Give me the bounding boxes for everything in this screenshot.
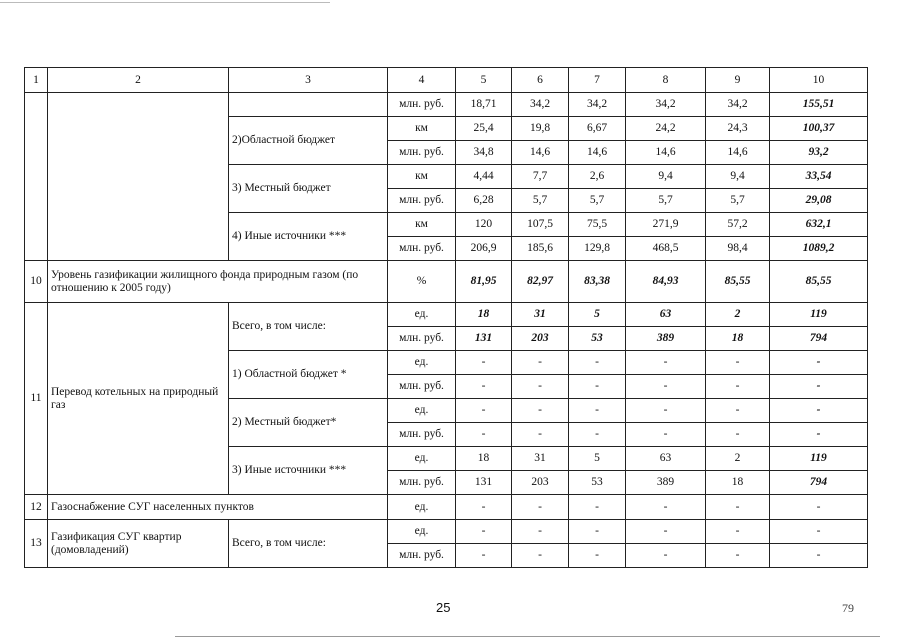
value-cell: 34,2: [626, 93, 706, 117]
number-cell: [25, 93, 48, 261]
value-cell: 63: [626, 447, 706, 471]
value-cell: 14,6: [569, 141, 626, 165]
value-cell: 31: [512, 447, 569, 471]
value-cell: 34,2: [569, 93, 626, 117]
value-cell: -: [706, 423, 770, 447]
value-cell: 25,4: [456, 117, 512, 141]
value-cell: 18: [706, 327, 770, 351]
value-cell: -: [569, 544, 626, 568]
header-cell: 3: [229, 68, 388, 93]
value-cell: 18: [706, 471, 770, 495]
value-cell: -: [706, 399, 770, 423]
unit-cell: млн. руб.: [388, 375, 456, 399]
value-cell: 81,95: [456, 261, 512, 303]
total-cell: -: [770, 351, 868, 375]
header-cell: 10: [770, 68, 868, 93]
total-cell: -: [770, 495, 868, 520]
value-cell: 9,4: [706, 165, 770, 189]
value-cell: 98,4: [706, 237, 770, 261]
header-cell: 4: [388, 68, 456, 93]
subcategory-cell: 4) Иные источники ***: [229, 213, 388, 261]
value-cell: 5: [569, 303, 626, 327]
unit-cell: км: [388, 165, 456, 189]
value-cell: -: [456, 544, 512, 568]
subcategory-cell: 3) Местный бюджет: [229, 165, 388, 213]
value-cell: 75,5: [569, 213, 626, 237]
value-cell: -: [456, 520, 512, 544]
header-cell: 5: [456, 68, 512, 93]
unit-cell: млн. руб.: [388, 93, 456, 117]
unit-cell: млн. руб.: [388, 423, 456, 447]
subcategory-cell: 2) Местный бюджет*: [229, 399, 388, 447]
total-cell: 155,51: [770, 93, 868, 117]
table-row: [25, 303, 868, 327]
value-cell: 131: [456, 327, 512, 351]
value-cell: 18,71: [456, 93, 512, 117]
value-cell: -: [512, 520, 569, 544]
value-cell: 83,38: [569, 261, 626, 303]
value-cell: 2,6: [569, 165, 626, 189]
value-cell: 34,8: [456, 141, 512, 165]
total-cell: 29,08: [770, 189, 868, 213]
value-cell: -: [456, 495, 512, 520]
total-cell: 93,2: [770, 141, 868, 165]
value-cell: 24,3: [706, 117, 770, 141]
number-cell: 10: [25, 261, 48, 303]
value-cell: -: [626, 520, 706, 544]
value-cell: 4,44: [456, 165, 512, 189]
value-cell: 6,28: [456, 189, 512, 213]
value-cell: 7,7: [512, 165, 569, 189]
header-cell: 6: [512, 68, 569, 93]
value-cell: -: [456, 399, 512, 423]
value-cell: 6,67: [569, 117, 626, 141]
value-cell: -: [512, 375, 569, 399]
unit-cell: ед.: [388, 399, 456, 423]
value-cell: 18: [456, 303, 512, 327]
total-cell: 632,1: [770, 213, 868, 237]
value-cell: 34,2: [706, 93, 770, 117]
value-cell: -: [706, 544, 770, 568]
value-cell: 14,6: [706, 141, 770, 165]
header-row: [25, 68, 868, 93]
value-cell: -: [626, 423, 706, 447]
value-cell: -: [569, 399, 626, 423]
value-cell: 14,6: [512, 141, 569, 165]
subcategory-cell: 1) Областной бюджет *: [229, 351, 388, 399]
unit-cell: млн. руб.: [388, 237, 456, 261]
unit-cell: ед.: [388, 303, 456, 327]
value-cell: 53: [569, 471, 626, 495]
value-cell: 389: [626, 327, 706, 351]
description-cell: Газификация СУГ квартир (домовладений): [48, 520, 229, 568]
table-row: [25, 520, 868, 544]
value-cell: -: [569, 351, 626, 375]
corner-page-number: 79: [842, 601, 854, 615]
value-cell: -: [569, 495, 626, 520]
scan-edge-top: [0, 2, 330, 3]
value-cell: 18: [456, 447, 512, 471]
value-cell: 53: [569, 327, 626, 351]
unit-cell: млн. руб.: [388, 327, 456, 351]
value-cell: -: [456, 375, 512, 399]
unit-cell: км: [388, 117, 456, 141]
value-cell: 57,2: [706, 213, 770, 237]
number-cell: 11: [25, 303, 48, 495]
value-cell: 389: [626, 471, 706, 495]
value-cell: -: [626, 351, 706, 375]
value-cell: -: [706, 351, 770, 375]
unit-cell: км: [388, 213, 456, 237]
value-cell: -: [512, 495, 569, 520]
value-cell: 24,2: [626, 117, 706, 141]
value-cell: -: [706, 520, 770, 544]
unit-cell: ед.: [388, 495, 456, 520]
value-cell: -: [569, 520, 626, 544]
value-cell: 5,7: [706, 189, 770, 213]
value-cell: 9,4: [626, 165, 706, 189]
value-cell: -: [512, 423, 569, 447]
value-cell: 84,93: [626, 261, 706, 303]
header-cell: 7: [569, 68, 626, 93]
subcategory-cell: Всего, в том числе:: [229, 303, 388, 351]
value-cell: 5,7: [626, 189, 706, 213]
header-cell: 9: [706, 68, 770, 93]
value-cell: 131: [456, 471, 512, 495]
value-cell: -: [706, 375, 770, 399]
total-cell: 794: [770, 471, 868, 495]
value-cell: 34,2: [512, 93, 569, 117]
value-cell: -: [456, 351, 512, 375]
total-cell: 1089,2: [770, 237, 868, 261]
total-cell: 100,37: [770, 117, 868, 141]
total-cell: 119: [770, 447, 868, 471]
value-cell: 31: [512, 303, 569, 327]
value-cell: 120: [456, 213, 512, 237]
value-cell: -: [626, 399, 706, 423]
value-cell: 63: [626, 303, 706, 327]
total-cell: -: [770, 423, 868, 447]
value-cell: -: [456, 423, 512, 447]
unit-cell: ед.: [388, 351, 456, 375]
table-row: [25, 93, 868, 117]
unit-cell: ед.: [388, 447, 456, 471]
value-cell: 468,5: [626, 237, 706, 261]
value-cell: 203: [512, 471, 569, 495]
budget-table: [24, 67, 868, 568]
value-cell: -: [569, 375, 626, 399]
description-cell: Перевод котельных на природный газ: [48, 303, 229, 495]
value-cell: 185,6: [512, 237, 569, 261]
number-cell: 13: [25, 520, 48, 568]
total-cell: -: [770, 399, 868, 423]
value-cell: 19,8: [512, 117, 569, 141]
value-cell: -: [512, 544, 569, 568]
value-cell: 5,7: [512, 189, 569, 213]
total-cell: 85,55: [770, 261, 868, 303]
header-cell: 1: [25, 68, 48, 93]
unit-cell: ед.: [388, 520, 456, 544]
value-cell: 107,5: [512, 213, 569, 237]
value-cell: 14,6: [626, 141, 706, 165]
value-cell: 206,9: [456, 237, 512, 261]
value-cell: 129,8: [569, 237, 626, 261]
value-cell: 2: [706, 447, 770, 471]
unit-cell: млн. руб.: [388, 189, 456, 213]
total-cell: -: [770, 375, 868, 399]
description-cell: Уровень газификации жилищного фонда природным газом (по отношению к 2005 году): [48, 261, 388, 303]
number-cell: 12: [25, 495, 48, 520]
scan-edge-bottom: [175, 636, 880, 637]
description-cell: Газоснабжение СУГ населенных пунктов: [48, 495, 388, 520]
value-cell: -: [706, 495, 770, 520]
total-cell: -: [770, 520, 868, 544]
value-cell: -: [626, 544, 706, 568]
value-cell: 5: [569, 447, 626, 471]
table-row: [25, 495, 868, 520]
value-cell: -: [626, 375, 706, 399]
page-number: 25: [436, 600, 451, 615]
value-cell: 2: [706, 303, 770, 327]
table-row: [25, 261, 868, 303]
total-cell: -: [770, 544, 868, 568]
unit-cell: млн. руб.: [388, 471, 456, 495]
subcategory-cell: [229, 93, 388, 117]
value-cell: 203: [512, 327, 569, 351]
total-cell: 33,54: [770, 165, 868, 189]
value-cell: -: [512, 351, 569, 375]
value-cell: 82,97: [512, 261, 569, 303]
header-cell: 2: [48, 68, 229, 93]
unit-cell: млн. руб.: [388, 141, 456, 165]
value-cell: -: [626, 495, 706, 520]
subcategory-cell: Всего, в том числе:: [229, 520, 388, 568]
subcategory-cell: 2)Областной бюджет: [229, 117, 388, 165]
value-cell: -: [512, 399, 569, 423]
subcategory-cell: 3) Иные источники ***: [229, 447, 388, 495]
value-cell: -: [569, 423, 626, 447]
total-cell: 794: [770, 327, 868, 351]
description-cell: [48, 93, 229, 261]
unit-cell: млн. руб.: [388, 544, 456, 568]
total-cell: 119: [770, 303, 868, 327]
value-cell: 5,7: [569, 189, 626, 213]
value-cell: 85,55: [706, 261, 770, 303]
unit-cell: %: [388, 261, 456, 303]
value-cell: 271,9: [626, 213, 706, 237]
header-cell: 8: [626, 68, 706, 93]
